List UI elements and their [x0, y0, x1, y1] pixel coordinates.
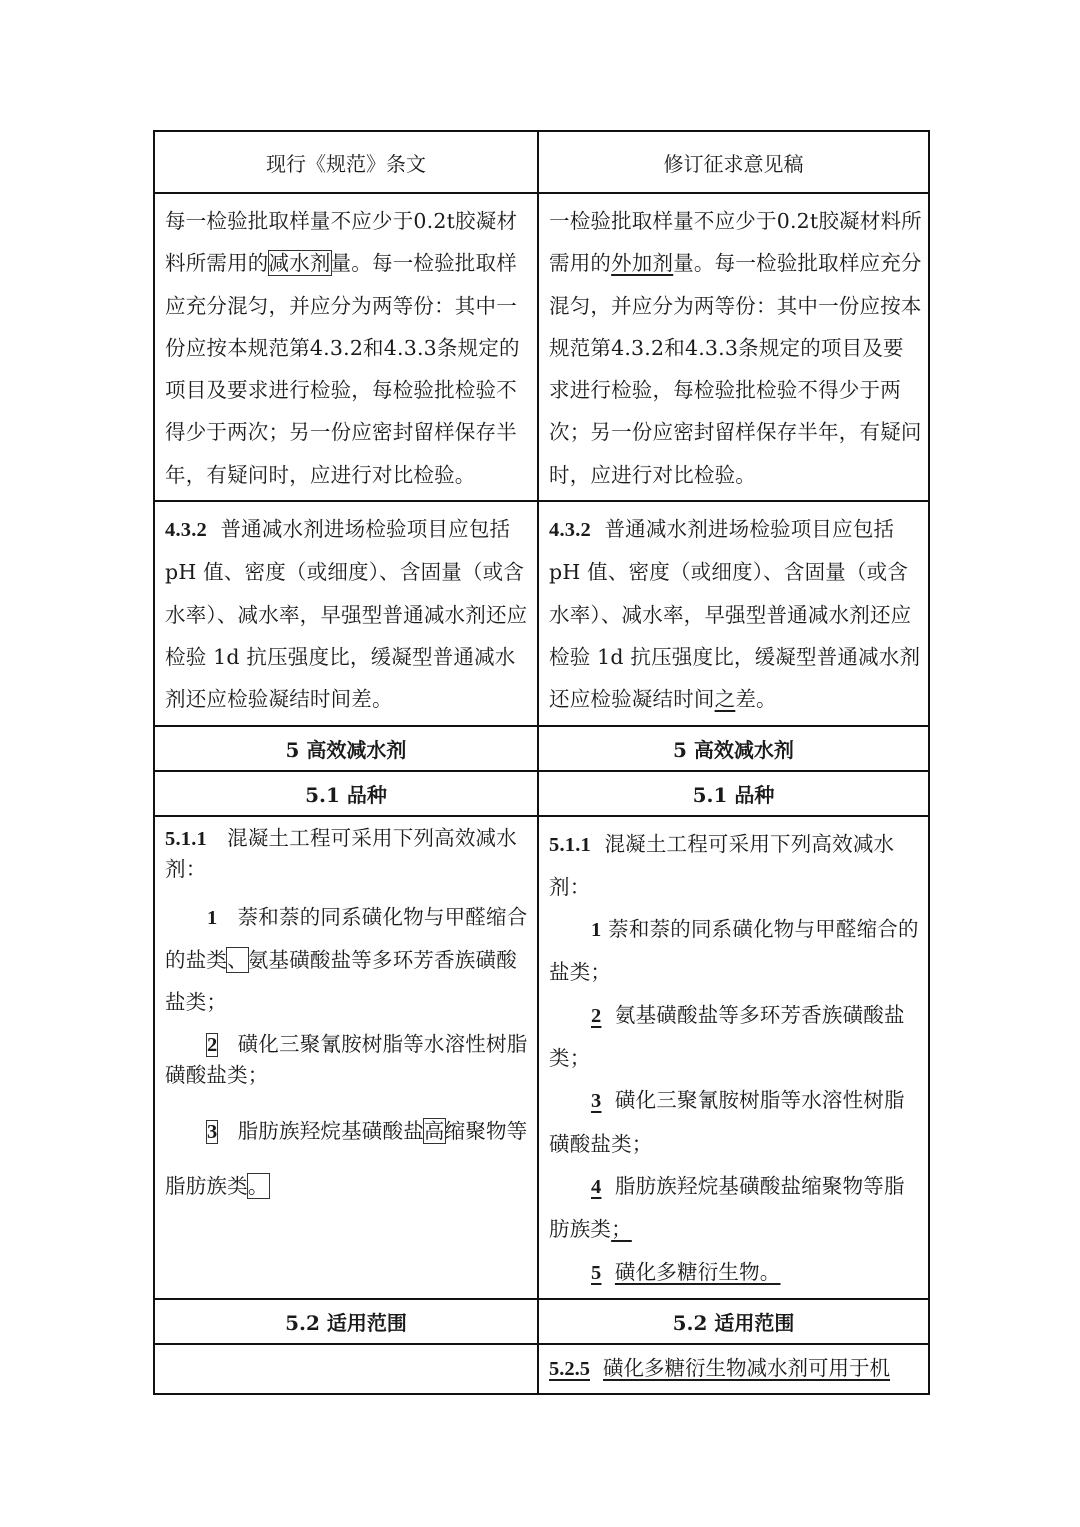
- list-item: [549, 908, 922, 994]
- item-number: 4: [591, 1175, 602, 1198]
- marked-insertion: ；: [611, 1217, 632, 1242]
- text-run: 混凝土工程可采用下列高效减水剂：: [165, 825, 517, 881]
- current-clause-sampling: [154, 193, 538, 501]
- text-run: 量。每一检验批取样应充分混匀，并应分为两等份：其中一份应按本规范第4.3.2和4.3.3条规定的项目及要求进行检验，每检验批检验不得少于两次；另一份应密封留样保存半年，有疑问时，应进行对比检验。: [549, 251, 922, 487]
- marked-insertion: 磺化多糖衍生物减水剂可用于机: [603, 1355, 891, 1380]
- section-title-5-2-right: 5.2 适用范围: [538, 1299, 929, 1344]
- clause-number: 4.3.2: [549, 519, 591, 542]
- text-run: 萘和萘的同系磺化物与甲醛缩合的盐类；: [549, 917, 919, 985]
- header-revised-draft: 修订征求意见稿: [538, 131, 929, 193]
- text-run: 脂肪族羟烷基磺酸盐缩聚物等脂肪族类: [549, 1173, 905, 1242]
- item-number: 3: [591, 1090, 602, 1113]
- list-item: [549, 1251, 922, 1294]
- marked-deletion: 、: [227, 947, 248, 972]
- revised-clause-sampling: [538, 193, 929, 501]
- header-current-clause: 现行《规范》条文: [154, 131, 538, 193]
- clause-intro: [165, 823, 531, 884]
- item-number: 3: [207, 1121, 218, 1144]
- text-run: 差。: [735, 687, 777, 712]
- marked-insertion: 磺化多糖衍生物。: [614, 1259, 781, 1284]
- text-run: 磺化三聚氰胺树脂等水溶性树脂磺酸盐类；: [165, 1032, 528, 1088]
- marked-deletion: 减水剂: [268, 251, 331, 276]
- table-row: [154, 501, 929, 725]
- marked-insertion: 外加剂: [611, 251, 674, 276]
- revised-clause-4-3-2: [538, 501, 929, 725]
- text-run: 量。每一检验批取样应充分混匀，并应分为两等份：其中一份应按本规范第4.3.2和4.3.3条规定的项目及要求进行检验，每检验批检验不得少于两次；另一份应密封留样保存半年，有疑问时，应进行对比检验。: [165, 251, 520, 487]
- item-number: 1: [591, 919, 602, 942]
- table-row: [154, 193, 929, 501]
- item-number: 2: [207, 1034, 218, 1057]
- clause-number: 4.3.2: [165, 519, 207, 542]
- current-clause-5-1-1: [154, 816, 538, 1299]
- revised-clause-5-2-5: [538, 1344, 929, 1394]
- text-run: 每一检验批取样量不应少于0.2t胶凝材料所需用的: [165, 209, 518, 276]
- table-header-row: [154, 131, 929, 193]
- text-run: 氨基磺酸盐等多环芳香族磺酸盐类；: [165, 947, 517, 1015]
- list-item: [165, 1104, 531, 1213]
- list-item: [165, 1029, 531, 1090]
- current-clause-empty: [154, 1344, 538, 1394]
- marked-deletion: 高: [423, 1119, 445, 1144]
- list-item: [549, 994, 922, 1080]
- clause-intro: [549, 823, 922, 909]
- section-title-5-2-left: 5.2 适用范围: [154, 1299, 538, 1344]
- text-run: 普通减水剂进场检验项目应包括pH 值、密度（或细度）、含固量（或含水率）、减水率，早强型普通减水剂还应检验 1d 抗压强度比，缓凝型普通减水剂还应检验凝结时间: [549, 517, 921, 712]
- text-run: 一检验批取样量不应少于0.2t胶凝材料所需用的: [549, 209, 922, 276]
- marked-deletion: 。: [247, 1174, 269, 1199]
- text-run: 缩聚物等脂肪族类: [165, 1119, 528, 1199]
- list-item: [549, 1165, 922, 1251]
- item-number: 5: [591, 1261, 602, 1284]
- text-run: 氨基磺酸盐等多环芳香族磺酸盐类；: [549, 1002, 905, 1071]
- clause-number: 5.2.5: [549, 1357, 590, 1380]
- clause-number: 5.1.1: [549, 833, 591, 856]
- section-title-5-1-left: 5.1 品种: [154, 771, 538, 816]
- section-title-5-right: 5 高效减水剂: [538, 726, 929, 771]
- section-heading-row: [154, 726, 929, 771]
- text-run: 普通减水剂进场检验项目应包括pH 值、密度（或细度）、含固量（或含水率）、减水率，早强型普通减水剂还应检验 1d 抗压强度比，缓凝型普通减水剂还应检验凝结时间差。: [165, 517, 528, 712]
- section-heading-row: [154, 771, 929, 816]
- list-item: [165, 896, 531, 1024]
- table-row: [154, 816, 929, 1299]
- section-heading-row: [154, 1299, 929, 1344]
- list-item: [549, 1079, 922, 1165]
- current-clause-4-3-2: [154, 501, 538, 725]
- text-run: 脂肪族羟烷基磺酸盐: [237, 1119, 424, 1144]
- marked-insertion: 之: [714, 687, 736, 712]
- text-run: 混凝土工程可采用下列高效减水剂：: [549, 831, 895, 899]
- section-title-5-1-right: 5.1 品种: [538, 771, 929, 816]
- text-run: 磺化三聚氰胺树脂等水溶性树脂磺酸盐类；: [549, 1088, 905, 1156]
- revised-clause-5-1-1: [538, 816, 929, 1299]
- item-number: 1: [207, 906, 218, 929]
- item-number: 2: [591, 1004, 602, 1027]
- text-run: 萘和萘的同系磺化物与甲醛缩合的盐类: [165, 904, 528, 972]
- section-title-5-left: 5 高效减水剂: [154, 726, 538, 771]
- clause-number: 5.1.1: [165, 827, 207, 850]
- table-row: [154, 1344, 929, 1394]
- comparison-table: [153, 130, 930, 1395]
